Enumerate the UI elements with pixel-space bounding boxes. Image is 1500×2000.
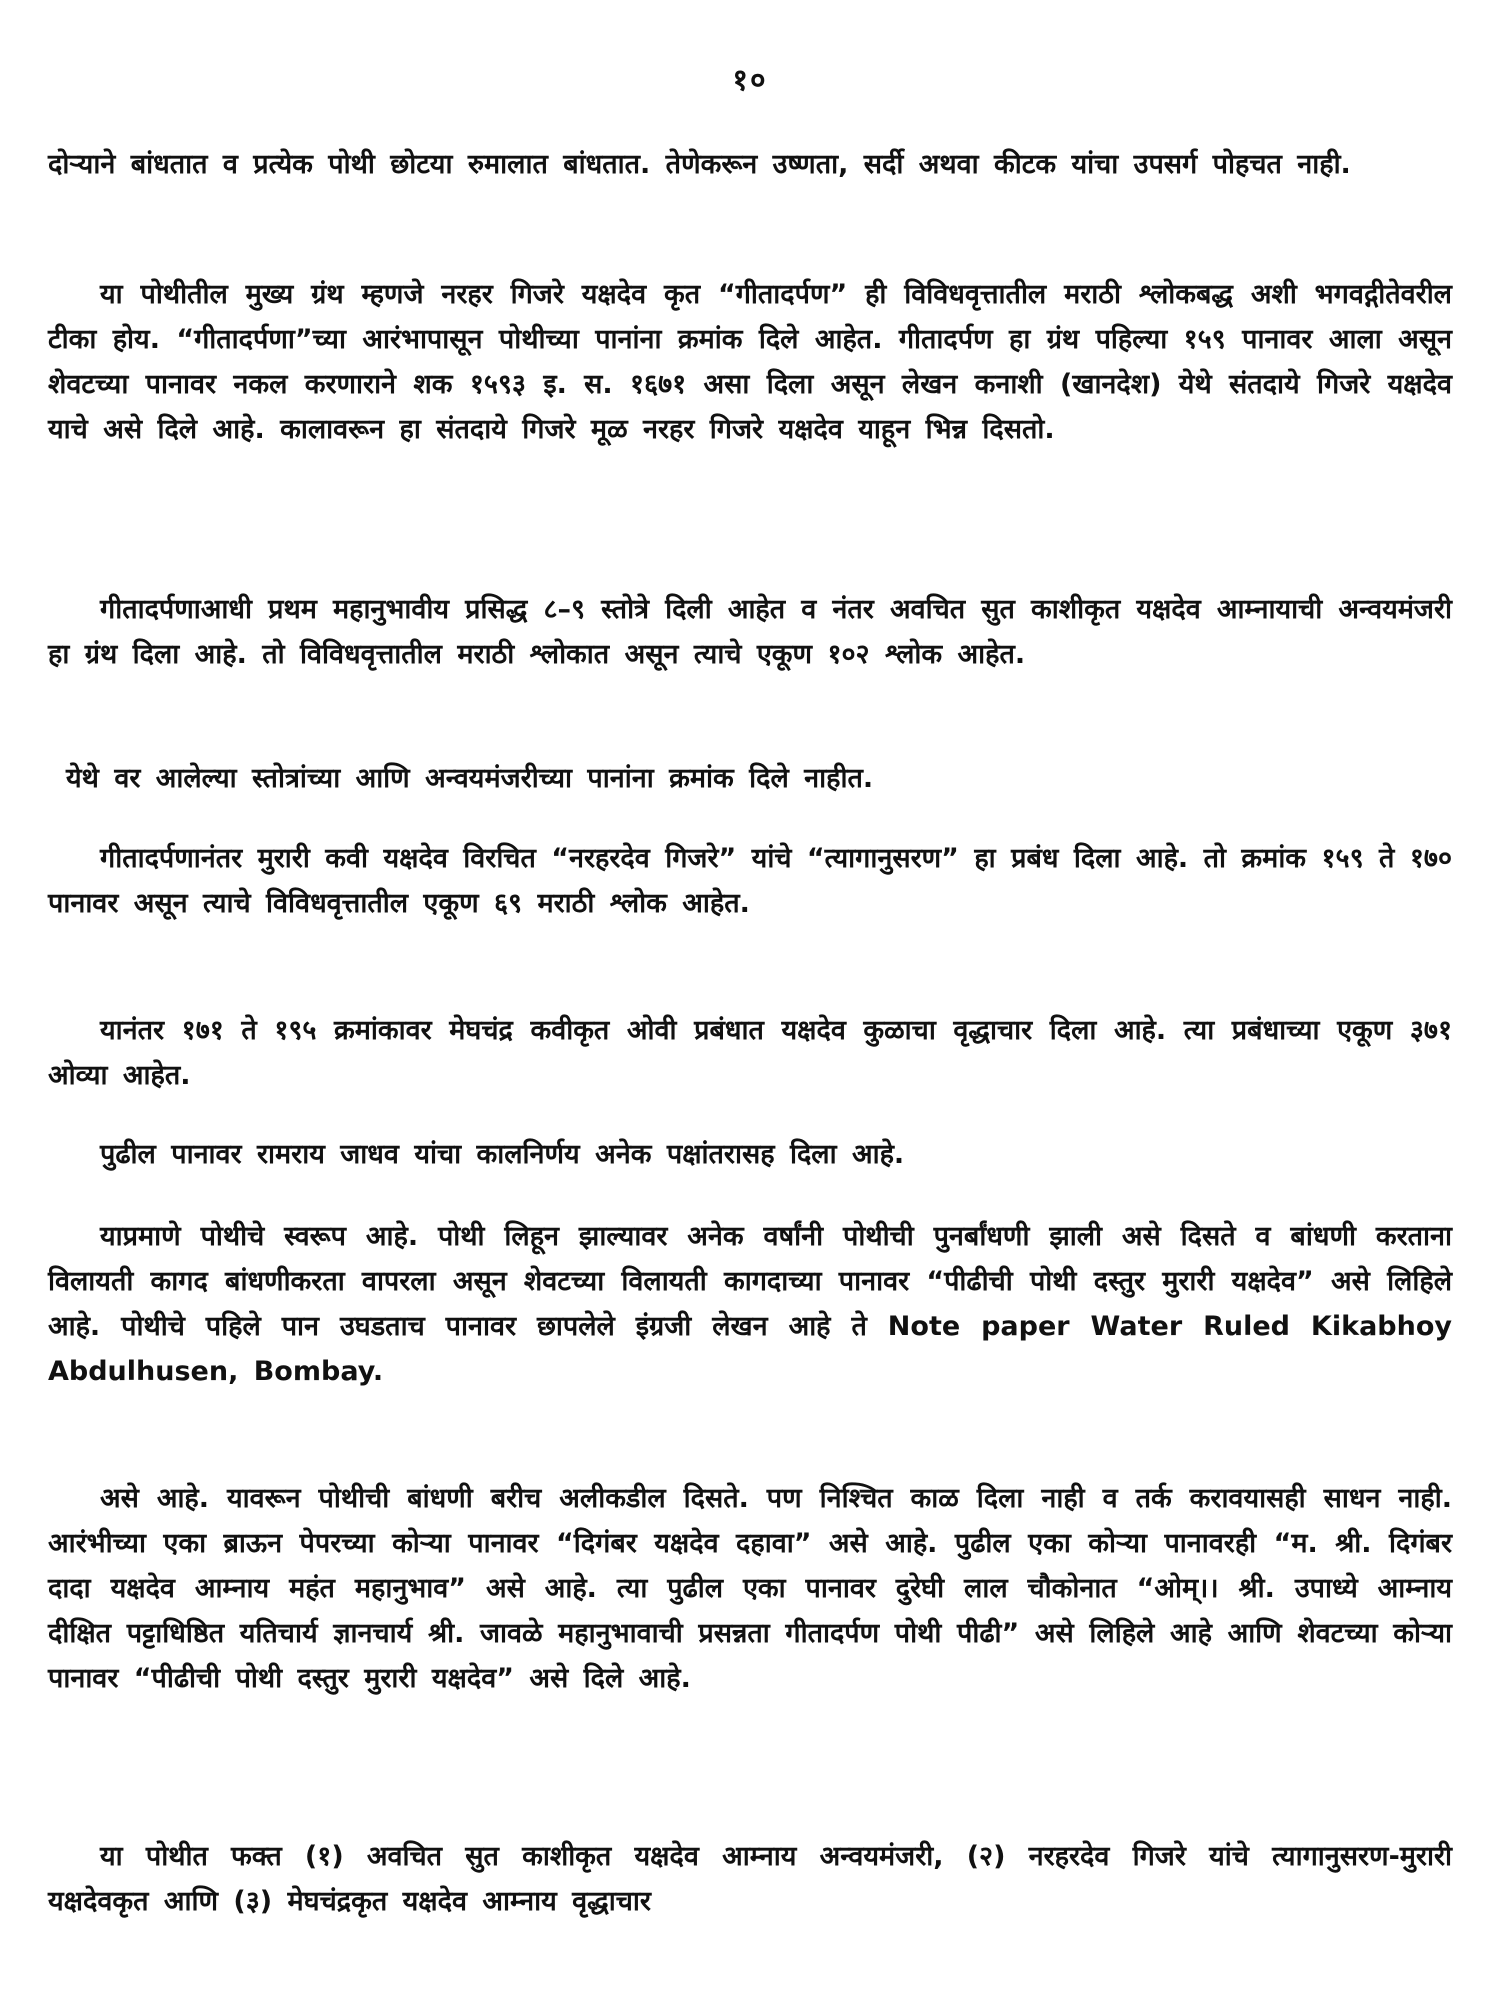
paragraph-pothi-swarup: याप्रमाणे पोथीचे स्वरूप आहे. पोथी लिहून झाल्यावर अनेक वर्षांनी पोथीची पुनर्बांधणी झाली असे दिसते व बांधणी करताना विलायती कागद बांधणीकरता वापरला असून शेवटच्या विलायती कागदाच्या पानावर “पीढीची पोथी दस्तुर मुरारी यक्षदेव” असे लिहिले आहे. पोथीचे पहिले पान उघडताच पानावर छापलेले इंग्रजी लेखन आहे ते Note paper Water Ruled Kikabhoy Abdulhusen, Bombay. [48, 1221, 1452, 1387]
paragraph-bandhani: असे आहे. यावरून पोथीची बांधणी बरीच अलीकडील दिसते. पण निश्चित काळ दिला नाही व तर्क करावयासही साधन नाही. आरंभीच्या एका ब्राऊन पेपरच्या कोऱ्या पानावर “दिगंबर यक्षदेव दहावा” असे आहे. पुढील एका कोऱ्या पानावरही “म. श्री. दिगंबर दादा यक्षदेव आम्नाय महंत महानुभाव” असे आहे. त्या पुढील एका पानावर दुरेघी लाल चौकोनात “ओम्।। श्री. उपाध्ये आम्नाय दीक्षित पट्टाधिष्ठित यतिचार्य ज्ञानचार्य श्री. जावळे महानुभावाची प्रसन्नता गीतादर्पण पोथी पीढी” असे लिहिले आहे आणि शेवटच्या कोऱ्या पानावर “पीढीची पोथी दस्तुर मुरारी यक्षदेव” असे दिले आहे. [48, 1483, 1452, 1694]
paragraph-binding-note: दोऱ्याने बांधतात व प्रत्येक पोथी छोटया रुमालात बांधतात. तेणेकरून उष्णता, सर्दी अथवा कीटक यांचा उपसर्ग पोहचत नाही. [48, 149, 1351, 180]
paragraph-anvayamanjari: गीतादर्पणाआधी प्रथम महानुभावीय प्रसिद्ध ८–९ स्तोत्रे दिली आहेत व नंतर अवचित सुत काशीकृत यक्षदेव आम्नायाची अन्वयमंजरी हा ग्रंथ दिला आहे. तो विविधवृत्तातील मराठी श्लोकात असून त्याचे एकूण १०२ श्लोक आहेत. [48, 594, 1452, 670]
paragraph-contents: या पोथीत फक्त (१) अवचित सुत काशीकृत यक्षदेव आम्नाय अन्वयमंजरी, (२) नरहरदेव गिजरे यांचे त्यागानुसरण-मुरारी यक्षदेवकृत आणि (३) मेघचंद्रकृत यक्षदेव आम्नाय वृद्धाचार [48, 1841, 1452, 1917]
paragraph-vriddhachar: यानंतर १७१ ते १९५ क्रमांकावर मेघचंद्र कवीकृत ओवी प्रबंधात यक्षदेव कुळाचा वृद्धाचार दिला आहे. त्या प्रबंधाच्या एकूण ३७१ ओव्या आहेत. [48, 1015, 1452, 1091]
paragraph-stotra-pages: येथे वर आलेल्या स्तोत्रांच्या आणि अन्वयमंजरीच्या पानांना क्रमांक दिले नाहीत. [66, 763, 874, 794]
paragraph-kalnirnay: पुढील पानावर रामराय जाधव यांचा कालनिर्णय अनेक पक्षांतरासह दिला आहे. [100, 1139, 905, 1170]
page-number: १० [732, 63, 768, 98]
paragraph-gitadarpan: या पोथीतील मुख्य ग्रंथ म्हणजे नरहर गिजरे यक्षदेव कृत “गीतादर्पण” ही विविधवृत्तातील मराठी श्लोकबद्ध अशी भगवद्गीतेवरील टीका होय. “गीतादर्पणा”च्या आरंभापासून पोथीच्या पानांना क्रमांक दिले आहेत. गीतादर्पण हा ग्रंथ पहिल्या १५९ पानावर आला असून शेवटच्या पानावर नकल करणाराने शक १५९३ इ. स. १६७१ असा दिला असून लेखन कनाशी (खानदेश) येथे संतदाये गिजरे यक्षदेव याचे असे दिले आहे. कालावरून हा संतदाये गिजरे मूळ नरहर गिजरे यक्षदेव याहून भिन्न दिसतो. [48, 279, 1452, 445]
paragraph-tyaganusaran: गीतादर्पणानंतर मुरारी कवी यक्षदेव विरचित “नरहरदेव गिजरे” यांचे “त्यागानुसरण” हा प्रबंध दिला आहे. तो क्रमांक १५९ ते १७० पानावर असून त्याचे विविधवृत्तातील एकूण ६९ मराठी श्लोक आहेत. [48, 843, 1452, 919]
